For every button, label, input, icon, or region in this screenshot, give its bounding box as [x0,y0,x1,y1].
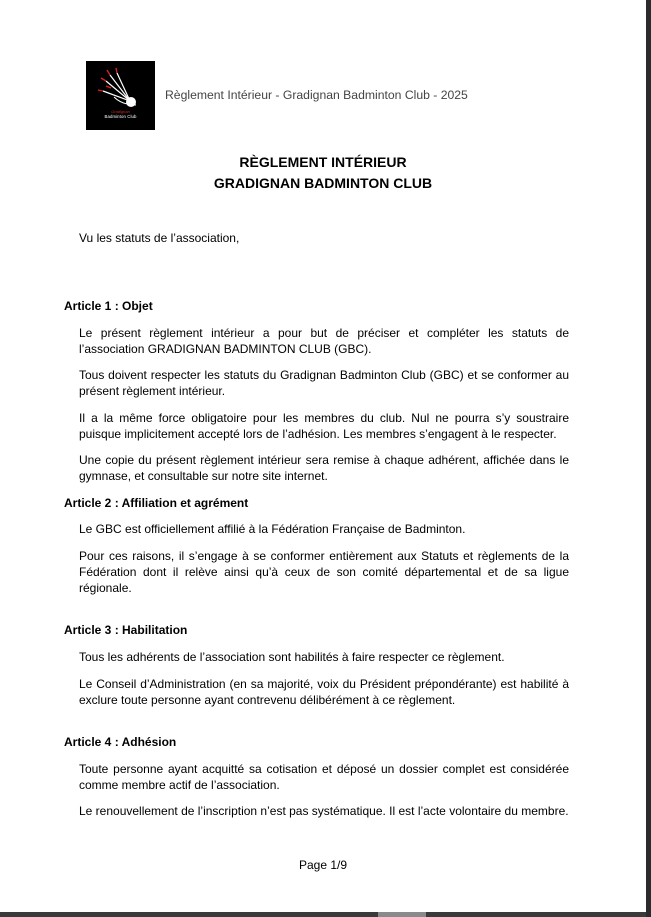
article-4-paragraph-2: Le renouvellement de l’inscription n’est pas systématique. Il est l’acte volontaire du membre. [79,804,569,818]
article-4-heading: Article 4 : Adhésion [64,735,177,749]
article-3-paragraph-1: Tous les adhérents de l’association sont habilités à faire respecter ce règlement. [79,650,505,664]
intro-paragraph: Vu les statuts de l’association, [79,231,240,245]
article-2-paragraph-1: Le GBC est officiellement affilié à la Fédération Française de Badminton. [79,522,466,536]
article-3-paragraph-2: Le Conseil d’Administration (en sa majorité, voix du Président prépondérante) est habilité à exclure toute personne ayant contrevenu délibérément à ce règlement. [79,677,569,707]
article-1-paragraph-4: Une copie du présent règlement intérieur sera remise à chaque adhérent, affichée dans le gymnase, et consultable sur notre site internet. [79,453,569,483]
logo-caption: Badminton Club [104,114,137,119]
horizontal-scrollbar-thumb[interactable] [378,912,426,917]
article-1-paragraph-2: Tous doivent respecter les statuts du Gradignan Badminton Club (GBC) et se conformer au présent règlement intérieur. [79,368,569,398]
article-3-heading: Article 3 : Habilitation [64,623,188,637]
article-1-paragraph-1: Le présent règlement intérieur a pour but de préciser et compléter les statuts de l’association GRADIGNAN BADMINTON CLUB (GBC). [79,326,569,356]
viewer-vertical-edge [646,0,651,917]
shuttlecock-icon [86,61,155,130]
page-number: Page 1/9 [298,858,348,872]
article-2-heading: Article 2 : Affiliation et agrément [64,496,249,510]
logo-brand-text: Gradignan [111,109,130,114]
page-header-title: Règlement Intérieur - Gradignan Badminton Club - 2025 [165,88,468,102]
document-title-line2: GRADIGNAN BADMINTON CLUB [213,175,433,191]
article-1-paragraph-3: Il a la même force obligatoire pour les membres du club. Nul ne pourra s’y soustraire puisque implicitement accepté lors de l’adhésion. Les membres s’engagent à le respecter. [79,411,569,441]
article-2-paragraph-2: Pour ces raisons, il s’engage à se conformer entièrement aux Statuts et règlements de la Fédération dont il relève ainsi qu’à ceux de son comité départemental et de sa ligue régionale. [79,549,569,595]
article-4-paragraph-1: Toute personne ayant acquitté sa cotisation et déposé un dossier complet est considérée comme membre actif de l’association. [79,762,569,792]
article-1-heading: Article 1 : Objet [64,299,153,313]
club-logo [86,61,155,130]
document-title-line1: RÈGLEMENT INTÉRIEUR [239,154,407,170]
